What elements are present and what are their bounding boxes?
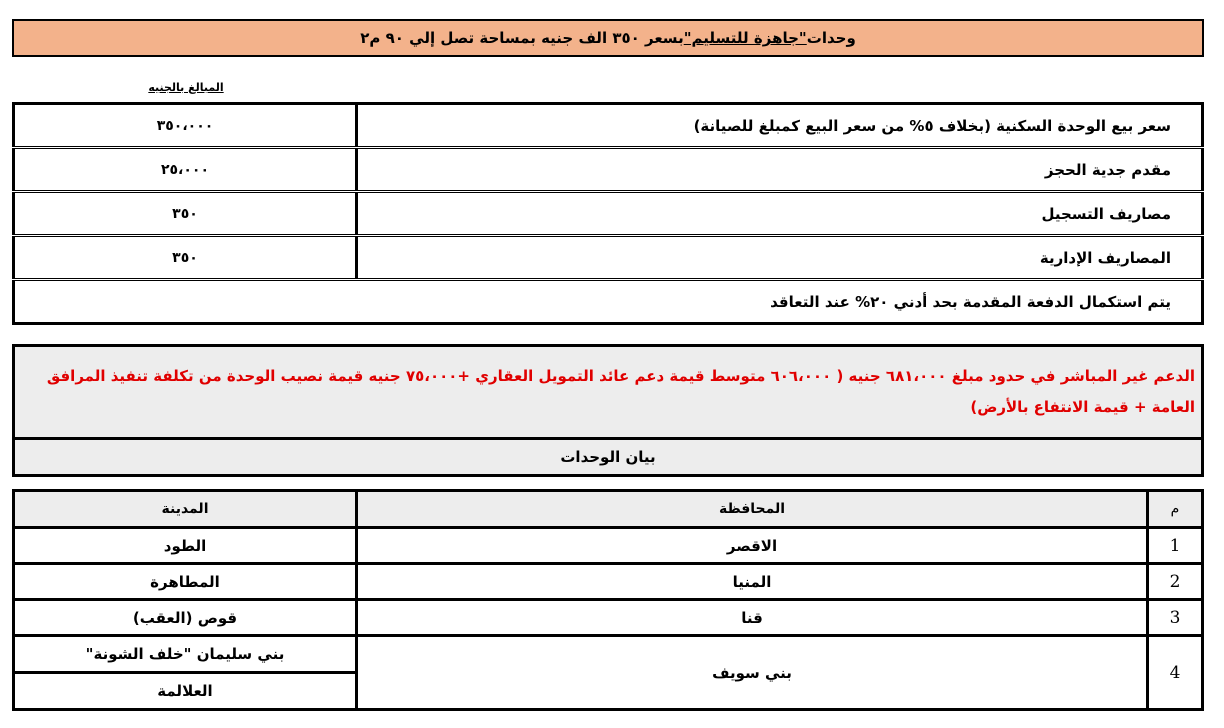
indirect-support-note: الدعم غير المباشر في حدود مبلغ ٦٨١،٠٠٠ جنيه ( ٦٠٦،٠٠٠ متوسط قيمة دعم عائد التمويل العقاري +٧٥،٠٠٠ جنيه قيمة نصيب الوحدة من تكلفة تنفيذ المرافق العامة + قيمة الانتفاع بالأرض): [12, 344, 1204, 437]
table-row: [14, 636, 1203, 673]
title-part2: بسعر ٣٥٠ الف جنيه بمساحة تصل إلي ٩٠ م٢: [360, 29, 684, 47]
header-num: م: [1148, 491, 1203, 528]
table-row: [14, 528, 1203, 564]
table-row: [14, 564, 1203, 600]
price-label: المصاريف الإدارية: [357, 236, 1203, 280]
price-value: ٢٥،٠٠٠: [14, 148, 357, 192]
header-governorate: المحافظة: [357, 491, 1148, 528]
price-row: [14, 192, 1203, 236]
row-city: الطود: [14, 528, 357, 564]
row-governorate: بني سويف: [357, 636, 1148, 710]
row-city: بني سليمان "خلف الشونة": [14, 636, 357, 673]
price-label: سعر بيع الوحدة السكنية (بخلاف ٥% من سعر البيع كمبلغ للصيانة): [357, 104, 1203, 148]
row-num: 2: [1148, 564, 1203, 600]
row-num: 1: [1148, 528, 1203, 564]
payment-note-row: [14, 280, 1203, 324]
units-table: [12, 489, 1204, 711]
row-num: 3: [1148, 600, 1203, 636]
row-governorate: قنا: [357, 600, 1148, 636]
units-table-header-row: [14, 491, 1203, 528]
page-title: [12, 19, 1204, 57]
price-label: مصاريف التسجيل: [357, 192, 1203, 236]
row-city: قوص (العقب): [14, 600, 357, 636]
price-table: [12, 102, 1204, 325]
row-governorate: المنيا: [357, 564, 1148, 600]
row-city: المطاهرة: [14, 564, 357, 600]
title-part1: وحدات: [806, 29, 856, 47]
row-governorate: الاقصر: [357, 528, 1148, 564]
table-row: [14, 600, 1203, 636]
price-value: ٣٥٠: [14, 236, 357, 280]
price-row: [14, 236, 1203, 280]
payment-note: يتم استكمال الدفعة المقدمة بحد أدني ٢٠% عند التعاقد: [770, 292, 1171, 311]
row-num: 4: [1148, 636, 1203, 710]
price-value: ٣٥٠،٠٠٠: [14, 104, 357, 148]
price-row: [14, 104, 1203, 148]
amount-unit-note: المبالغ بالجنيه: [148, 81, 224, 94]
price-value: ٣٥٠: [14, 192, 357, 236]
header-city: المدينة: [14, 491, 357, 528]
price-label: مقدم جدية الحجز: [357, 148, 1203, 192]
row-city: العلالمة: [14, 673, 357, 710]
price-row: [14, 148, 1203, 192]
title-highlight: "جاهزة للتسليم": [683, 29, 807, 47]
units-section-header: بيان الوحدات: [12, 437, 1204, 477]
